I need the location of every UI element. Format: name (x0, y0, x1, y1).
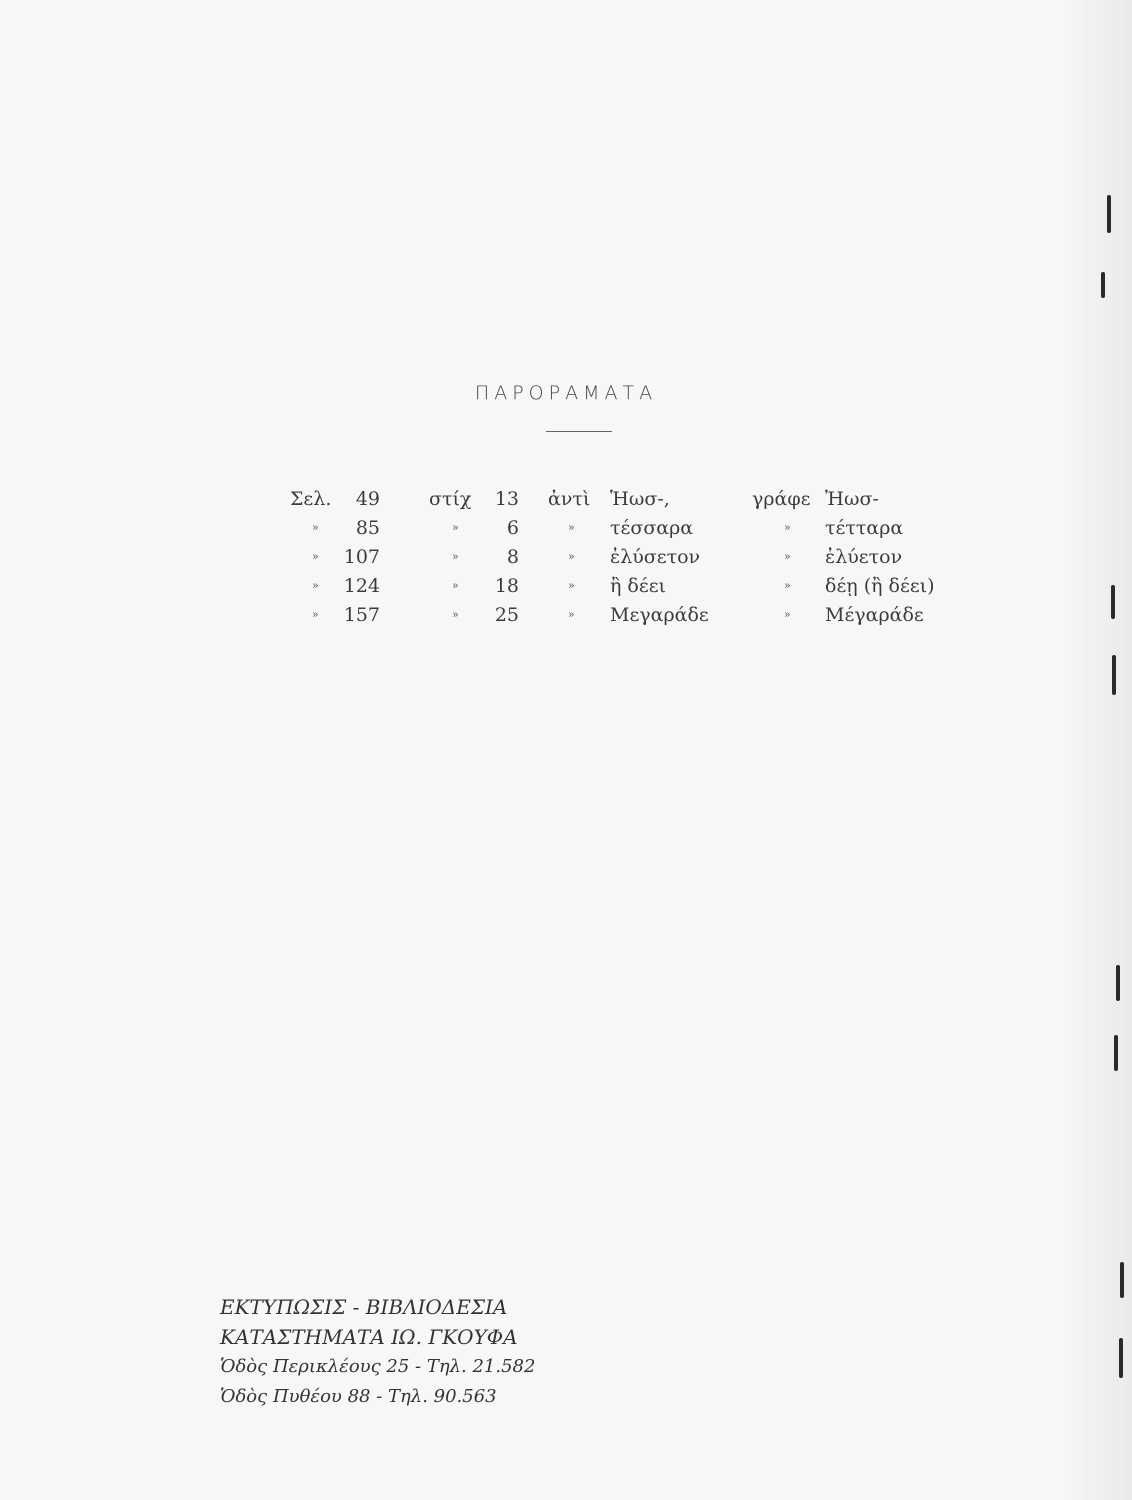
write-label: γράφε (752, 488, 811, 510)
line-number: 18 (494, 575, 519, 597)
binding-mark (1116, 965, 1120, 1001)
line-label: » (452, 550, 459, 563)
errata-title: ΠΑΡΟΡΑΜΑΤΑ (474, 382, 658, 404)
write-label: » (784, 608, 791, 621)
wrong-text: Ἡωσ-, (610, 488, 670, 510)
line-label: » (452, 521, 459, 534)
correct-text: τέτταρα (825, 517, 904, 539)
page-label: » (312, 521, 319, 534)
line-number: 8 (506, 546, 519, 568)
line-label: » (452, 608, 459, 621)
imprint-line: ΕΚΤΥΠΩΣΙΣ - ΒΙΒΛΙΟΔΕΣΙΑ (220, 1295, 508, 1319)
correct-text: δέῃ (ἢ δέει) (825, 575, 935, 597)
printer-imprint (220, 1292, 600, 1412)
instead-label: ἀντὶ (548, 488, 591, 510)
page-label: Σελ. (290, 488, 332, 510)
imprint-address: Ὁδὸς Περικλέους 25 - Τηλ. 21.582 (220, 1356, 536, 1377)
binding-mark (1112, 655, 1116, 695)
binding-mark (1114, 1035, 1118, 1071)
line-number: 25 (494, 604, 519, 626)
write-label: » (784, 579, 791, 592)
wrong-text: ἢ δέει (610, 575, 666, 597)
binding-mark (1120, 1262, 1124, 1298)
wrong-text: τέσσαρα (610, 517, 694, 539)
correct-text: ἐλύετον (825, 546, 903, 568)
wrong-text: ἐλύσετον (610, 546, 701, 568)
instead-label: » (568, 521, 575, 534)
write-label: » (784, 550, 791, 563)
page-number: 49 (355, 488, 380, 510)
binding-mark (1101, 272, 1105, 298)
page-label: » (312, 550, 319, 563)
instead-label: » (568, 608, 575, 621)
page-number: 107 (343, 546, 380, 568)
page-label: » (312, 608, 319, 621)
instead-label: » (568, 550, 575, 563)
page-number: 124 (343, 575, 380, 597)
line-label: » (452, 579, 459, 592)
imprint-address: Ὁδὸς Πυθέου 88 - Τηλ. 90.563 (220, 1386, 497, 1407)
errata-row (0, 488, 1132, 514)
correct-text: Ἠωσ- (825, 488, 879, 510)
errata-row (0, 604, 1132, 630)
errata-row (0, 517, 1132, 543)
binding-mark (1119, 1338, 1123, 1378)
binding-mark (1107, 195, 1111, 233)
correct-text: Μέγαράδε (825, 604, 924, 626)
page-number: 157 (343, 604, 380, 626)
line-number: 6 (506, 517, 519, 539)
line-label: στίχ (429, 488, 472, 510)
imprint-line: ΚΑΤΑΣΤΗΜΑΤΑ ΙΩ. ΓΚΟΥΦΑ (220, 1325, 518, 1349)
title-underline (546, 431, 612, 432)
wrong-text: Μεγαράδε (610, 604, 709, 626)
page-label: » (312, 579, 319, 592)
line-number: 13 (494, 488, 519, 510)
errata-row (0, 575, 1132, 601)
write-label: » (784, 521, 791, 534)
page-number: 85 (355, 517, 380, 539)
instead-label: » (568, 579, 575, 592)
errata-row (0, 546, 1132, 572)
